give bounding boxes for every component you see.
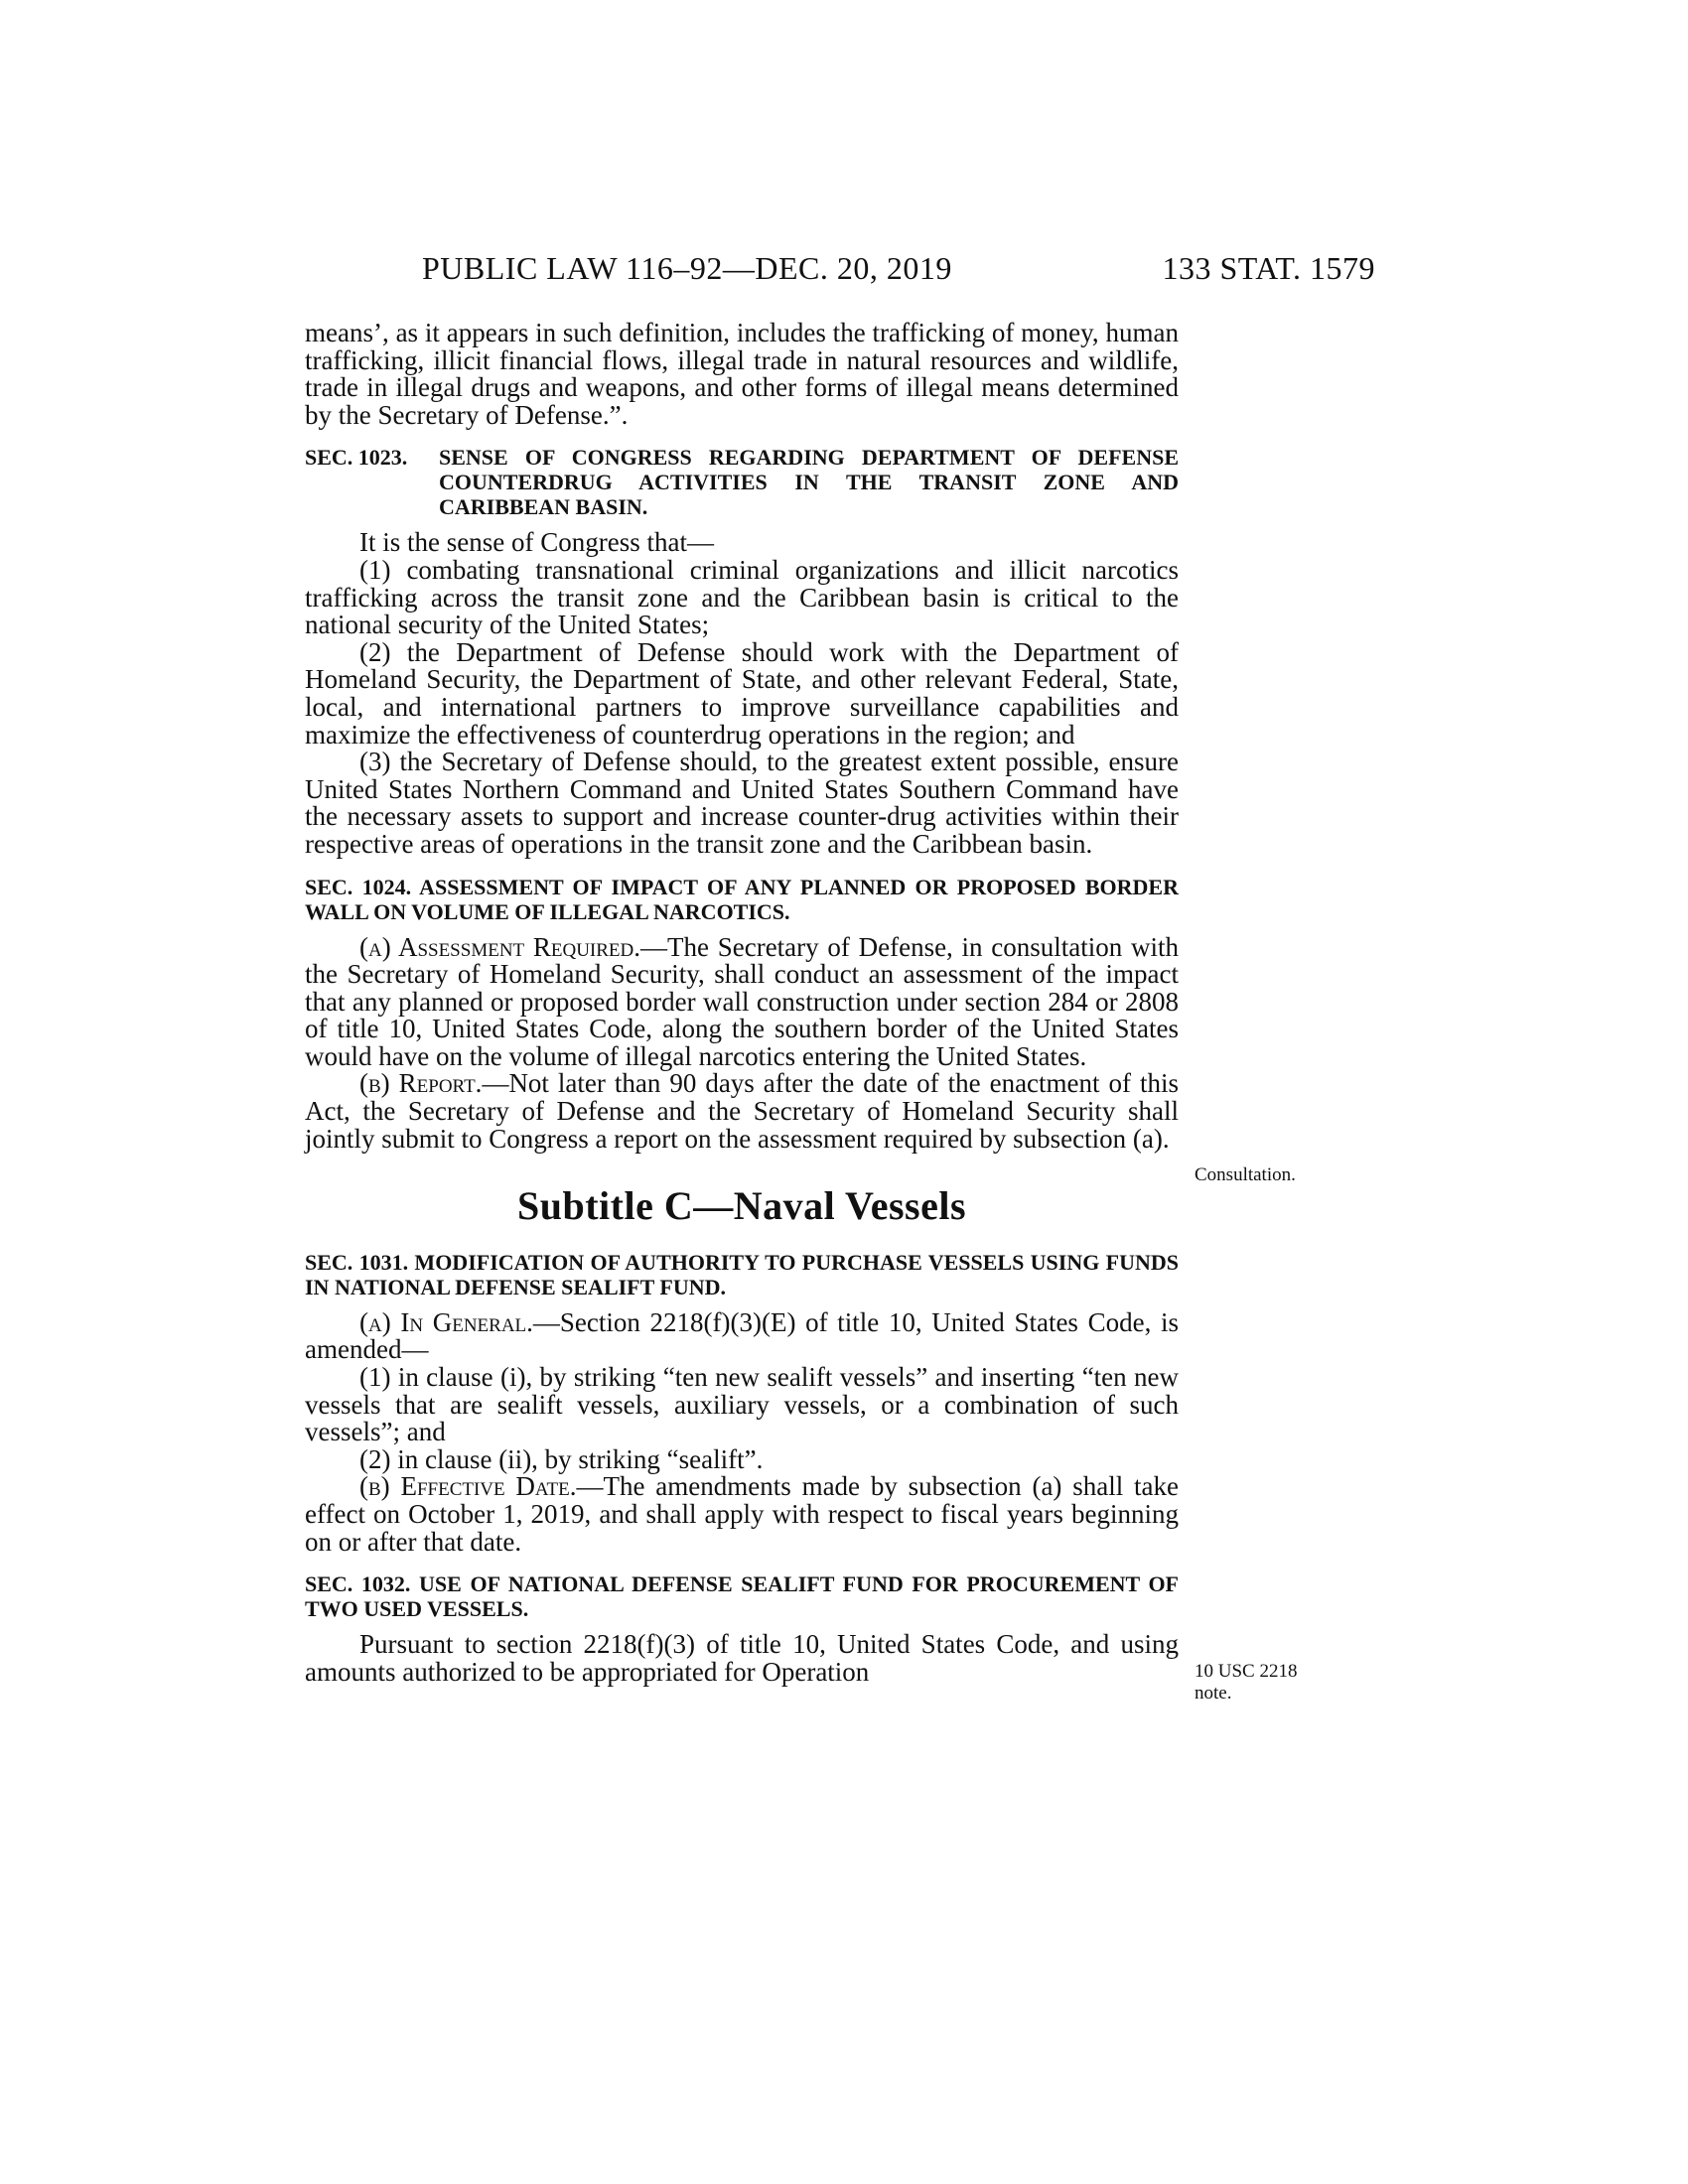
subsection-text: —Not later than 90 days after the date of the enactment of this Act, the Secretary of Defense and the Secretary of Homeland Security shall jointly submit to Congress a report on the assessment required by subsection (a).: [305, 1068, 1179, 1154]
section-title: SEC. 1031. MODIFICATION OF AUTHORITY TO PURCHASE VESSELS USING FUNDS IN NATIONAL DEFENSE SEALIFT FUND.: [305, 1249, 1179, 1299]
margin-note-consultation: Consultation.: [1195, 1164, 1296, 1185]
section-number: SEC. 1023.: [305, 445, 408, 471]
subsection-label: (a) In General.: [359, 1306, 533, 1337]
sec-1023-item-2: (2) the Department of Defense should work with the Department of Homeland Security, the Department of State, and other relevant Federal, State, local, and international partners to improve surveillance capabilities and maximize the effectiveness of counterdrug operations in the region; and: [305, 636, 1179, 750]
subsection-label: (a) Assessment Required.: [359, 931, 641, 962]
sec-1032-text: Pursuant to section 2218(f)(3) of title 10, United States Code, and using amounts authorized to be appropriated for Operation: [305, 1629, 1179, 1687]
sec-1023-lead: It is the sense of Congress that—: [359, 527, 714, 558]
subtitle-heading: Subtitle C—Naval Vessels: [516, 1183, 967, 1229]
sec-1031-item-2: (2) in clause (ii), by striking “sealift”.: [359, 1443, 764, 1474]
sec-1024-subsection-a: [305, 931, 1179, 1071]
sec-1031-heading: [305, 1250, 1179, 1299]
law-citation: PUBLIC LAW 116–92—DEC. 20, 2019: [422, 250, 952, 286]
intro-paragraph: means’, as it appears in such definition, includes the trafficking of money, human trafficking, illicit financial flows, illegal trade in natural resources and wildlife, trade in illegal drugs and weapons, and other forms of illegal means determined by the Secretary of Defense.”.: [305, 318, 1179, 430]
margin-note-usc: [1195, 1661, 1297, 1705]
stat-page-number: 133 STAT. 1579: [1162, 250, 1375, 286]
subsection-text: —Section 2218(f)(3)(E) of title 10, United States Code, is amended—: [305, 1306, 1179, 1365]
page-header: [422, 250, 1375, 290]
sec-1023-heading: [305, 445, 1179, 519]
margin-note-usc-line2: note.: [1195, 1683, 1232, 1704]
sec-1031-subsection-a: [305, 1306, 1179, 1365]
sec-1023-item-1: (1) combating transnational criminal organizations and illicit narcotics trafficking across the transit zone and the Caribbean basin is critical to the national security of the United States;: [305, 554, 1179, 640]
subsection-text: —The Secretary of Defense, in consultation with the Secretary of Homeland Security, shall conduct an assessment of the impact that any planned or proposed border wall construction under section 284 or 2808 of title 10, United States Code, along the southern border of the United States would have on the volume of illegal narcotics entering the United States.: [305, 931, 1179, 1071]
document-body: [305, 320, 1179, 1686]
section-title: SEC. 1024. ASSESSMENT OF IMPACT OF ANY PLANNED OR PROPOSED BORDER WALL ON VOLUME OF ILLEGAL NARCOTICS.: [305, 874, 1179, 924]
sec-1031-subsection-b: [305, 1473, 1179, 1556]
section-title: SEC. 1032. USE OF NATIONAL DEFENSE SEALIFT FUND FOR PROCUREMENT OF TWO USED VESSELS.: [305, 1571, 1179, 1622]
sec-1024-subsection-b: [305, 1070, 1179, 1153]
subsection-label: (b) Report.: [359, 1068, 483, 1099]
sec-1032-heading: [305, 1571, 1179, 1621]
sec-1024-heading: [305, 875, 1179, 924]
subsection-text: —The amendments made by subsection (a) shall take effect on October 1, 2019, and shall apply with respect to fiscal years beginning on or after that date.: [305, 1471, 1179, 1557]
margin-note-usc-line1: 10 USC 2218: [1195, 1661, 1298, 1682]
sec-1023-item-3: (3) the Secretary of Defense should, to the greatest extent possible, ensure United States Northern Command and United States Southern Command have the necessary assets to support and increase counter-drug activities within their respective areas of operations in the transit zone and the Caribbean basin.: [305, 747, 1179, 859]
sec-1031-item-1: (1) in clause (i), by striking “ten new sealift vessels” and inserting “ten new vessels that are sealift vessels, auxiliary vessels, or a combination of such vessels”; and: [305, 1362, 1179, 1447]
section-title: SENSE OF CONGRESS REGARDING DEPARTMENT OF DEFENSE COUNTERDRUG ACTIVITIES IN THE TRANSIT ZONE AND CARIBBEAN BASIN.: [439, 445, 1179, 520]
subsection-label: (b) Effective Date.: [359, 1471, 577, 1502]
